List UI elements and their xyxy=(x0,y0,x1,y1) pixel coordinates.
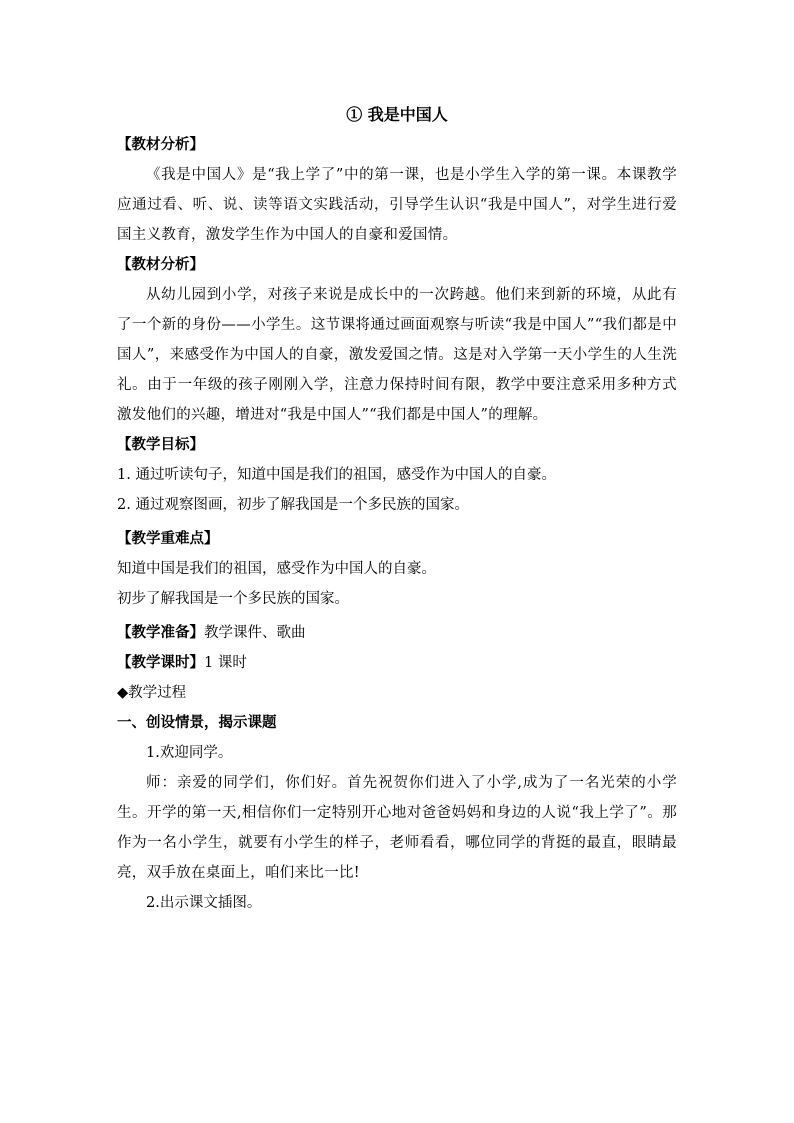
section-heading-analysis-2: 【教材分析】 xyxy=(117,256,204,273)
goal-item-2: 2. 通过观察图画，初步了解我国是一个多民族的国家。 xyxy=(117,497,469,513)
step-1-item-1-paragraph: 师：亲爱的同学们，你们好。首先祝贺你们进入了小学,成为了一名光荣的小学生。开学的第一天,相信你们一定特别开心地对爸爸妈妈和身边的人说“我上学了”。那作为一名小学生，就要有小学生的样子，老师看看，哪位同学的背挺的最直，眼睛最亮，双手放在桌面上，咱们来比一比! xyxy=(117,775,677,881)
section-heading-prep: 【教学准备】 xyxy=(117,624,204,641)
step-1-item-2: 2.出示课文插图。 xyxy=(146,895,262,911)
prep-text: 教学课件、歌曲 xyxy=(204,625,306,641)
analysis-1-paragraph: 《我是中国人》是“我上学了”中的第一课，也是小学生入学的第一课。本课教学应通过看、听、说、读等语文实践活动，引导学生认识“我是中国人”，对学生进行爱国主义教育，激发学生作为中国人的自豪和爱国情。 xyxy=(117,167,677,243)
step-1-item-1: 1.欢迎同学。 xyxy=(146,745,233,761)
analysis-2-paragraph: 从幼儿园到小学，对孩子来说是成长中的一次跨越。他们来到新的环境，从此有了一个新的身份——小学生。这节课将通过画面观察与听读“我是中国人”“我们都是中国人”，来感受作为中国人的自豪，激发爱国之情。这是对入学第一天小学生的人生洗礼。由于一年级的孩子刚刚入学，注意力保持时间有限，教学中要注意采用多种方式激发他们的兴趣，增进对“我是中国人”“我们都是中国人”的理解。 xyxy=(117,287,677,423)
goal-item-1: 1. 通过听读句子，知道中国是我们的祖国，感受作为中国人的自豪。 xyxy=(117,467,556,483)
document-page xyxy=(117,100,677,918)
section-heading-analysis-1: 【教材分析】 xyxy=(117,136,204,153)
step-1-heading: 一、创设情景，揭示课题 xyxy=(117,714,277,731)
document-title: ① 我是中国人 xyxy=(346,105,448,124)
section-heading-goals: 【教学目标】 xyxy=(117,436,204,453)
process-label: ◆教学过程 xyxy=(117,685,187,701)
section-heading-keypoints: 【教学重难点】 xyxy=(117,530,219,547)
section-prep xyxy=(117,618,677,648)
keypoint-item-1: 知道中国是我们的祖国，感受作为中国人的自豪。 xyxy=(117,561,436,577)
hours-text: 1 课时 xyxy=(204,655,247,671)
keypoint-item-2: 初步了解我国是一个多民族的国家。 xyxy=(117,591,349,607)
section-heading-hours: 【教学课时】 xyxy=(117,654,204,671)
section-hours xyxy=(117,648,677,678)
